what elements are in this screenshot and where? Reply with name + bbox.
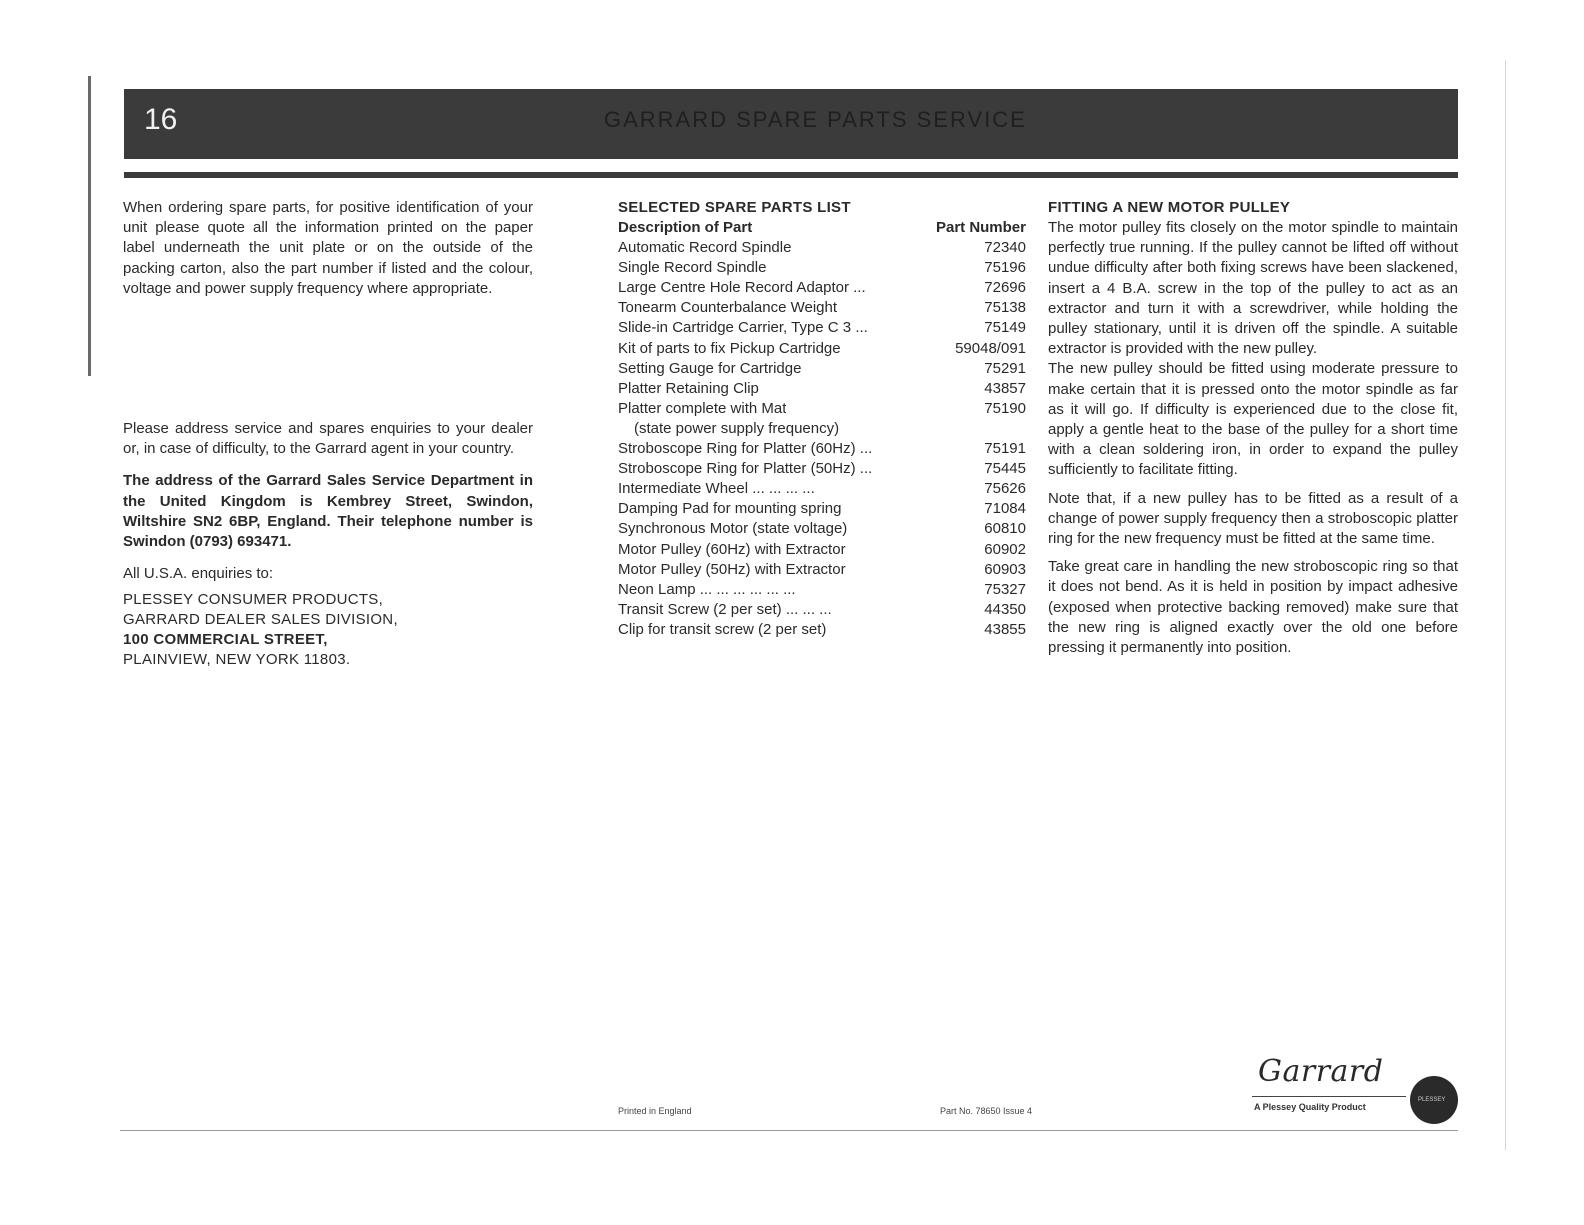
scan-edge-left xyxy=(88,76,91,376)
part-description: Stroboscope Ring for Platter (50Hz) ... xyxy=(618,460,873,478)
part-number: 75138 xyxy=(984,299,1026,317)
parts-row xyxy=(618,540,1026,560)
scan-edge-right xyxy=(1505,60,1506,1150)
part-number: 44350 xyxy=(984,600,1026,618)
part-number: 75149 xyxy=(984,319,1026,337)
part-description: Setting Gauge for Cartridge xyxy=(618,359,802,377)
part-description: Neon Lamp ... ... ... ... ... ... xyxy=(618,580,796,598)
part-description: Synchronous Motor (state voltage) xyxy=(618,520,848,538)
part-number: 75190 xyxy=(984,399,1026,417)
part-number: 72340 xyxy=(984,239,1026,257)
part-description: Large Centre Hole Record Adaptor ... xyxy=(618,279,866,297)
part-description: Single Record Spindle xyxy=(618,259,767,277)
part-description: Platter complete with Mat xyxy=(618,399,787,417)
parts-row xyxy=(618,439,1026,459)
part-description: Motor Pulley (60Hz) with Extractor xyxy=(618,540,846,558)
parts-row xyxy=(618,519,1026,539)
right-column xyxy=(1048,198,1458,658)
part-description: Platter Retaining Clip xyxy=(618,379,759,397)
part-description: Kit of parts to fix Pickup Cartridge xyxy=(618,339,841,357)
parts-row xyxy=(618,580,1026,600)
usa-address-line: GARRARD DEALER SALES DIVISION, xyxy=(123,611,398,629)
parts-row xyxy=(618,318,1026,338)
part-number: 75196 xyxy=(984,259,1026,277)
parts-row xyxy=(618,399,1026,419)
header-bar xyxy=(124,89,1458,159)
part-number: 75191 xyxy=(984,440,1026,458)
part-number: 43857 xyxy=(984,379,1026,397)
printed-in-england: Printed in England xyxy=(618,1106,692,1116)
parts-row xyxy=(618,620,1026,640)
parts-list xyxy=(618,198,1026,640)
part-description: Intermediate Wheel ... ... ... ... xyxy=(618,480,815,498)
page-number: 16 xyxy=(144,103,178,136)
usa-address xyxy=(123,590,533,670)
logo-rule xyxy=(1252,1096,1406,1097)
part-description: Slide-in Cartridge Carrier, Type C 3 ... xyxy=(618,319,868,337)
parts-row xyxy=(618,298,1026,318)
part-description: Transit Screw (2 per set) ... ... ... xyxy=(618,600,832,618)
part-number: 43855 xyxy=(984,620,1026,638)
logo-tagline: A Plessey Quality Product xyxy=(1254,1102,1366,1112)
parts-row xyxy=(618,560,1026,580)
column-header-part-number: Part Number xyxy=(935,219,1026,236)
parts-row xyxy=(618,459,1026,479)
pulley-paragraph-3: Note that, if a new pulley has to be fitted as a result of a change of power supply frequency then a stroboscopic platter ring for the new frequency must be fitted at the same time. xyxy=(1048,489,1458,548)
column-header-description: Description of Part xyxy=(618,219,753,236)
left-column xyxy=(123,198,533,670)
part-number: 59048/091 xyxy=(955,339,1026,357)
ordering-paragraph: When ordering spare parts, for positive identification of your unit please quote all the information printed on the paper label underneath the unit plate or on the outside of the packing carton, also the part number if listed and the colour, voltage and power supply frequency where appropriate. xyxy=(123,199,533,297)
parts-list-title: SELECTED SPARE PARTS LIST xyxy=(618,199,851,216)
part-number: 75291 xyxy=(984,359,1026,377)
parts-row xyxy=(618,379,1026,399)
part-number: 75445 xyxy=(984,460,1026,478)
usa-address-line: 100 COMMERCIAL STREET, xyxy=(123,631,328,649)
header-rule xyxy=(124,172,1458,178)
pulley-paragraph-4: Take great care in handling the new stroboscopic ring so that it does not bend. As it is held in position by impact adhesive (exposed when protective backing removed) make sure that the new ring is aligned exactly over the old one before pressing it permanently into position. xyxy=(1048,558,1458,657)
parts-row xyxy=(618,238,1026,258)
pulley-paragraph-1: The motor pulley fits closely on the motor spindle to maintain perfectly true running. If the pulley cannot be lifted off without undue difficulty after both fixing screws have been slackened, insert a 4 B.A. screw in the top of the pulley to act as an extractor and turn it with a screwdriver, while holding the pulley stationary, until it is driven off the spindle. A suitable extractor is provided with the new pulley. xyxy=(1048,219,1458,358)
service-paragraph: Please address service and spares enquiries to your dealer or, in case of difficulty, to the Garrard agent in your country. xyxy=(123,420,533,458)
garrard-logo: Garrard xyxy=(1258,1054,1384,1089)
part-description: Automatic Record Spindle xyxy=(618,239,792,257)
usa-intro: All U.S.A. enquiries to: xyxy=(123,565,274,583)
part-number: 72696 xyxy=(984,279,1026,297)
parts-row xyxy=(618,339,1026,359)
plessey-disc-mark: PLESSEY xyxy=(1418,1097,1446,1103)
pulley-section-title: FITTING A NEW MOTOR PULLEY xyxy=(1048,199,1291,216)
part-number-issue: Part No. 78650 Issue 4 xyxy=(940,1106,1033,1116)
footer-rule xyxy=(120,1130,1458,1131)
uk-address-paragraph: The address of the Garrard Sales Service Department in the United Kingdom is Kembrey Street, Swindon, Wiltshire SN2 6BP, England. Their telephone number is Swindon (0793) 693471. xyxy=(123,472,533,551)
part-number: 60903 xyxy=(984,560,1026,578)
part-number: 71084 xyxy=(984,500,1026,518)
part-number: 75626 xyxy=(984,480,1026,498)
usa-address-line: PLESSEY CONSUMER PRODUCTS, xyxy=(123,591,384,609)
part-description: Clip for transit screw (2 per set) xyxy=(618,620,827,638)
part-number: 60902 xyxy=(984,540,1026,558)
pulley-paragraph-2: The new pulley should be fitted using moderate pressure to make certain that it is pressed onto the motor spindle as far as it will go. If difficulty is experienced due to the close fit, apply a gentle heat to the base of the pulley for a short time with a clean soldering iron, in order to expand the pulley sufficiently to facilitate fitting. xyxy=(1048,360,1458,479)
parts-row xyxy=(618,600,1026,620)
parts-row xyxy=(618,499,1026,519)
plessey-disc-icon xyxy=(1410,1076,1458,1124)
platter-note: (state power supply frequency) xyxy=(634,419,840,437)
parts-row xyxy=(618,278,1026,298)
part-number: 60810 xyxy=(984,520,1026,538)
parts-row xyxy=(618,479,1026,499)
part-description: Stroboscope Ring for Platter (60Hz) ... xyxy=(618,440,873,458)
usa-address-line: PLAINVIEW, NEW YORK 11803. xyxy=(123,651,351,669)
parts-row xyxy=(618,258,1026,278)
parts-row xyxy=(618,359,1026,379)
header-title: GARRARD SPARE PARTS SERVICE xyxy=(604,107,1027,132)
part-description: Damping Pad for mounting spring xyxy=(618,500,842,518)
part-number: 75327 xyxy=(984,580,1026,598)
part-description: Tonearm Counterbalance Weight xyxy=(618,299,838,317)
part-description: Motor Pulley (50Hz) with Extractor xyxy=(618,560,846,578)
parts-list-header xyxy=(618,218,1026,238)
